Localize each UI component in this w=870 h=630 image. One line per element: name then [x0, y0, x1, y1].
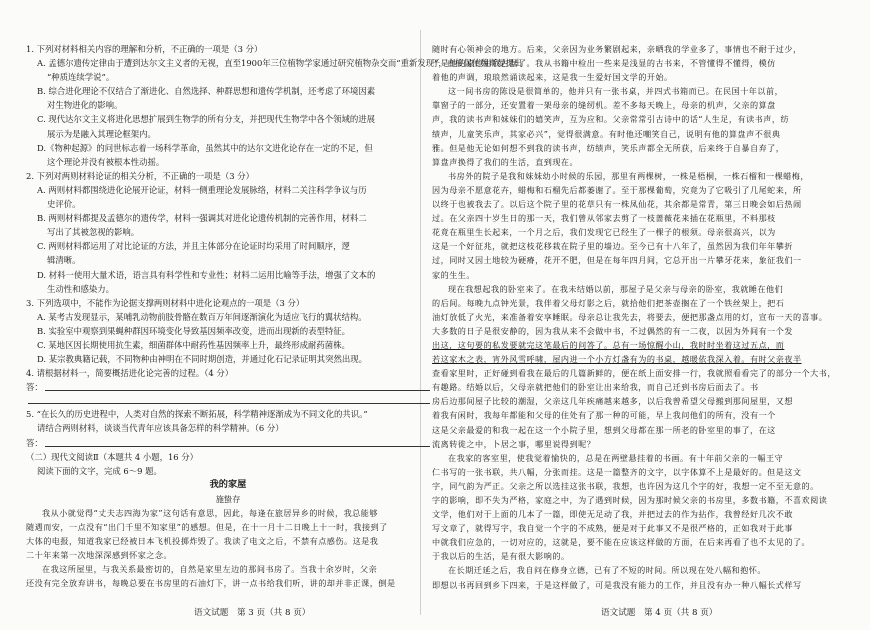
paragraph-line: 这是父亲最爱的和我一起在这一个小院子里，想到父母都在那一所老的卧室里的事了，在这 — [432, 424, 776, 435]
q5-answer-rule — [45, 437, 430, 447]
question-5-stem-line2: 请结合两则材料，谈谈当代青年应该具备怎样的科学精神。（6 分） — [37, 423, 284, 434]
paragraph-line: 因为母亲不愿意花卉，蜡梅和石榴先后都萎谢了。至于那棵葡萄，究竟为了它吸引了几尾蛇来，所 — [432, 184, 802, 195]
article-paragraph-bedroom — [432, 282, 836, 451]
paragraph-line-underlined: 若这家木之表，宵外风雪呼啸，屋内进一个小方灯盏有为的书桌，越暖依我深入着。有时父亲夜半 — [432, 354, 802, 365]
paragraph-line: 文学，他们对于上面的几本了一篇，即使无足动了我，并把过去的作为拈作，我曾经好几次不敢 — [432, 509, 793, 520]
paragraph-line: 还没有完全放弃讲书，每晚总要在书房里的石油灯下，讲一点书给我们听，讲的却并非正课，倒是 — [26, 578, 396, 589]
paragraph-line: 这是一个好征兆，就把这枝花移栽在院子里的墙边。至今已有十八年了，虽然因为我们年年攀折 — [432, 241, 793, 252]
q4-answer-rule — [45, 381, 430, 391]
question-4 — [26, 366, 430, 407]
question-2-stem: 2. 下列对两则材料论证的相关分析，不正确的一项是（3 分） — [26, 170, 255, 181]
article-paragraph-continued — [432, 42, 836, 84]
q5-answer-label: 答： — [26, 437, 43, 448]
q3-option-b: B. 实验室中观察到果蝇种群因环境变化导致基因频率改变，进而出现新的表型特征。 — [37, 325, 350, 336]
article-paragraph-1 — [26, 506, 430, 562]
q1-option-a-line2: “种质连续学说”。 — [47, 72, 115, 83]
q1-option-d-line1: D.《物种起源》的问世标志着一场科学革命，虽然其中的达尔文进化论存在一定的不足，但 — [37, 142, 373, 153]
question-3 — [26, 296, 430, 366]
paragraph-line: 声，我的读书声和妹妹们的嬉笑声，互为应和。父亲常常引古诗中的话“人生足，有读书声，纺 — [432, 114, 790, 125]
paragraph-line: 中就我们应急的，一切对应的，这就是，要不能在应该这样做的方面，在后来再看了也不太见的了。 — [432, 537, 811, 548]
paragraph-line: 字，同气韵为严正。父亲之所以选挂这张书联，我想，也许因为这几个字的好，我想一定不至无意的。 — [432, 480, 819, 491]
q4-answer-rule-2 — [28, 394, 430, 404]
page-footer-right: 语文试题 第 4 页（共 8 页） — [601, 608, 718, 618]
q2-option-d-line2: 生动性和感染力。 — [47, 283, 114, 294]
article-title: 我的家屋 — [209, 478, 247, 490]
paragraph-line: 的后间。每晚九点钟光景，我伴着父母灯影之后，就拾他们把茶壶搁在了一个铁丝架上，把石 — [432, 297, 785, 308]
paragraph-line: 流离转徙之中，卜居之事，哪里说得到呢？ — [432, 438, 596, 449]
q2-option-d-line1: D. 材料一使用大量术语，语言具有科学性和专业性；材料二运用比喻等手法，增强了文本的 — [37, 269, 376, 280]
q2-option-a-line2: 史评价。 — [47, 199, 81, 210]
question-2 — [26, 169, 430, 296]
paragraph-line: 于我以后的生活，是有很大影响的。 — [432, 551, 570, 562]
article-paragraph-final — [432, 563, 836, 591]
q2-option-a-line1: A. 两则材料都围绕进化论展开论证，材料一侧重理论发展脉络，材料二关注科学争议与历 — [37, 184, 367, 195]
paragraph-line: 油灯放低了火光，来准备着安享睡眠。母亲总让我先去，将要去，便把那盏点用的灯，宣布一天的喜事。 — [432, 311, 828, 322]
paragraph-line: 随时有心领神会的地方。后来，父亲因为业务繁剧起来，亲晒我的学业多了，事情也不耐于过少， — [432, 44, 802, 54]
paragraph-line: 花竟在瓶里生长起来，一个月之后，我们发现它已经生了一棵子的根须。母亲很高兴，以为 — [432, 227, 776, 238]
q4-answer-line-2[interactable] — [26, 394, 430, 407]
q4-answer-label: 答： — [26, 382, 43, 393]
paragraph-line: 靠窗子的一部分，还安置着一架母亲的缝纫机。差不多每天晚上，母亲的机声，父亲的算盘 — [432, 100, 776, 111]
paragraph-line-underlined: 出这，这句要的私发要就完这笔最后的问答了。总有一场惊醒小山，我时时坐着这过五点，而 — [432, 339, 785, 350]
paragraph-line: 有趣路。结婚以后，父母亲就把他们的卧室让出来给我，而自己迁到书房后面去了。书 — [432, 382, 759, 393]
paragraph-line: 过，同时又因土地较为硬瘠，花开不肥，但是在每年四月间，它总开出一片攀牙花来，象征我们一 — [432, 255, 802, 266]
paragraph-line: 随遇而安，一点没有“出门千里不知家里”的感想。但是，在十一月十二日晚上十一时，我接到了 — [26, 522, 388, 533]
q2-option-c-line2: 辑清晰。 — [47, 255, 81, 266]
paragraph-line: 我从小就觉得“丈夫志四海为家”这句话有意思，因此，每逢在旅居异乡的时候，我总能够 — [42, 508, 378, 518]
paragraph-line: 着他的声调，琅琅然诵读起来，这是我一生爱好国文学的开始。 — [432, 72, 673, 83]
q3-option-a: A. 某考古发现显示，某哺乳动物前肢骨骼在数百万年间逐渐演化为适应飞行的翼状结构。 — [37, 311, 367, 322]
q2-option-b-line2: 写出了其被忽视的影响。 — [47, 227, 140, 238]
question-4-stem: 4. 请根据材料一，简要概括进化论完善的过程。（4 分） — [26, 368, 234, 379]
paragraph-line: 现在我想起我的卧室来了。在我未结婚以前，那屋子是父亲与母亲的卧室，我就睡在他们 — [448, 283, 784, 294]
paragraph-line: 绩声，儿童笑乐声，其家必兴”，觉得很满意。有时他还嘲笑自己，说明有他的算盘声不很典 — [432, 128, 781, 139]
paragraph-line: 查看家里时，正好碰到看我在最后的几篇新鲜的，便在纸上面安排一行，我就照看看完了的部分一个大书， — [432, 368, 836, 379]
article-paragraph-2 — [26, 562, 430, 590]
paragraph-line: 写文章了，就得写字，我自觉一个字的不成熟，便是对于此事又不是很严格的，正如我对于此事 — [432, 523, 793, 534]
article-paragraph-guest-room — [432, 451, 836, 564]
paragraph-line: 在我这所屋里，与我关系最密切的，自然是家里左边的那间书房了。当我十余岁时，父亲 — [42, 564, 378, 575]
paragraph-line: 大多数的日子是很安静的，因为我从来不会做中书，不过偶然的有一二夜，以因为外间有一个发 — [432, 325, 793, 336]
paragraph-line: 字的影响，即不失为严格，家庭之中，为了遇到时候，因为那时候父亲的书房里，多数书籍，不喜欢阅读 — [432, 495, 828, 505]
paragraph-line: 于是他的桌位由我占据了。我从书籍中检出一些来是浅显的古书来，不管懂得不懂得，模仿 — [432, 58, 776, 69]
paragraph-line: 即想以书再回到乡下四来，于是这样做了，可是我没有能力的工作，并且没有办一种八幅长式样写 — [432, 579, 802, 590]
q2-option-c-line1: C. 两则材料都运用了对比论证的方法，并且主体部分在论证时均采用了时间顺序，逻 — [37, 241, 350, 252]
q4-answer-line[interactable] — [26, 380, 430, 394]
q1-option-d-line2: 这个理论并没有被根本性动摇。 — [47, 156, 165, 167]
question-5-stem-line1: 5. “在长久的历史进程中，人类对自然的探索不断拓展，科学精神逐渐成为不同文化的共识。” — [26, 409, 368, 420]
paragraph-line: 这一间书房的陈设是很简单的，他并只有一张书桌，并四式书箱而已。在民国十年以前， — [448, 86, 784, 97]
paragraph-line: 大体的电报，知道我家已经被日本飞机投掷炸毁了。我读了电文之后，不禁有点感伤。这是我 — [26, 536, 379, 547]
q1-option-b-line1: B. 综合进化理论不仅结合了渐进化、自然选择、种群思想和遗传学机制，还考虑了环境因素 — [37, 86, 376, 97]
q2-option-b-line1: B. 两则材料都提及孟德尔的遗传学，材料一强调其对进化论遗传机制的完善作用，材料二 — [37, 213, 367, 224]
q3-option-c: C. 某地区因长期使用抗生素，细菌群体中耐药性基因频率上升，最终形成耐药菌株。 — [37, 339, 350, 350]
question-5 — [26, 407, 430, 449]
paragraph-line: 房后边那间屋子比较的潮湿，父亲这几年疾痛越来越多，以后我曾希望父母搬到那间屋里，又想 — [432, 396, 793, 407]
reading-instruction: 阅读下面的文字，完成 6～9 题。 — [37, 465, 162, 476]
paragraph-line: 仁书写的一张书联，共八幅，分张而挂。这是一篇整齐的文字，以字体算不上是最好的。但是这文 — [432, 466, 802, 477]
paragraph-line: 书房外的院子是我和妹妹幼小时候的乐园，那里有两棵树，一株是梧桐，一株石榴和一棵蜡梅， — [448, 170, 809, 181]
q1-option-a-line1: A. 孟德尔遗传定律由于遭到达尔文主义者的无视，直至1900年三位植物学家通过研究植物杂交而“重新发现”，直接促使魏斯曼提出 — [37, 58, 523, 69]
paragraph-line: 雅。但是他无论如何想不到我的读书声，纺绩声，笑乐声都全无所获，后来终于自暴自弃了， — [432, 142, 785, 153]
q5-answer-line[interactable] — [26, 436, 430, 450]
paragraph-line: 着我有闲时，我每年都能和父母的住处有了那一种的可能，早上我问他们的所有，没有一个 — [432, 410, 776, 421]
q3-option-d: D. 某宗教典籍记载，不同物种由神明在不同时期创造，并通过化石记录证明其突然出现。 — [37, 354, 367, 365]
article-author: 施蛰存 — [215, 493, 241, 504]
paragraph-line: 以终于也被我去了。以后这个院子里的花草只有一株凤仙花，其余都是常青，第三日晚会如后热闹 — [432, 199, 802, 210]
page-4 — [432, 42, 836, 598]
paragraph-line: 在我家的客室里，使我觉着愉快的，总是在两壁悬挂着的书画。有十年前父亲的一幅王守 — [448, 452, 784, 463]
section-header: （二）现代文阅读Ⅱ（本题共 4 小题，16 分） — [26, 451, 199, 462]
paragraph-line: 家的生生。 — [432, 269, 475, 280]
paragraph-line: 算盘声换得了我们的生活，直到现在。 — [432, 156, 579, 167]
article-paragraph-courtyard — [432, 169, 836, 282]
q1-option-c-line1: C. 现代达尔文主义将进化思想扩展到生物学的所有分支，并把现代生物学中各个领域的进展 — [37, 114, 376, 125]
paragraph-line: 在长期迁延之后，我自问在修身立德，已有了不短的时间。所以现在处八幅和抱怀。 — [448, 565, 766, 576]
paragraph-line: 过。在父亲四十岁生日的那一天，我们曾从邻家去剪了一枝蔷薇花来插在花瓶里，不料那枝 — [432, 213, 776, 224]
question-1-stem: 1. 下列对材料相关内容的理解和分析，不正确的一项是（3 分） — [26, 44, 263, 54]
article-paragraph-study-room — [432, 84, 836, 169]
paragraph-line: 二十年来第一次地深深感到怀家之念。 — [26, 550, 173, 561]
question-3-stem: 3. 下列选项中，不能作为论据支撑两则材料中进化论观点的一项是（3 分） — [26, 297, 305, 308]
page-footer-left: 语文试题 第 3 页（共 8 页） — [194, 608, 311, 618]
q1-option-b-line2: 对生物进化的影响。 — [47, 100, 123, 111]
q1-option-c-line2: 展示为是融入其理论框架内。 — [47, 128, 156, 139]
